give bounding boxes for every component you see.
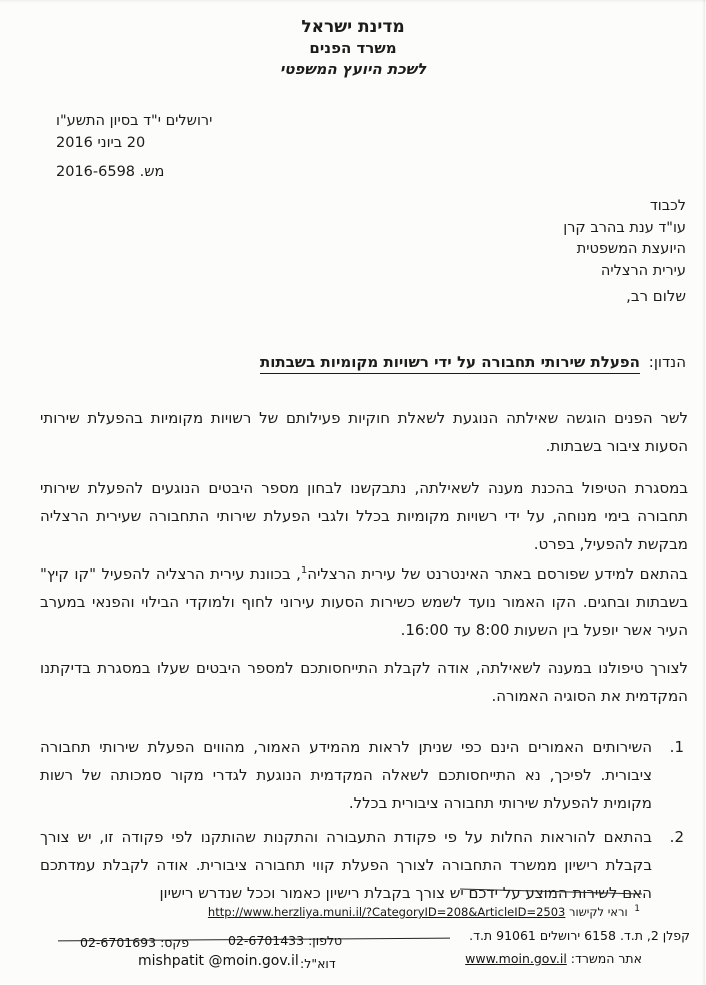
hebrew-date: ירושלים י"ד בסיון התשע"ו	[56, 113, 213, 129]
addressee-organization: עירית הרצליה	[600, 262, 686, 279]
addressee-name: עו"ד ענת בהרב קרן	[563, 219, 686, 236]
list-item-1-number: 1.	[669, 738, 684, 756]
paragraph-1: לשר הפנים הוגשה שאילתה הנוגעת לשאלת חוקיות פעילותם של רשויות מקומיות בהפעלת שירותי הסעות ציבור בשבתות.	[40, 409, 688, 455]
numbered-list	[40, 733, 688, 913]
paragraph-4: לצורך טיפולנו במענה לשאילתה, אודה לקבלת התייחסותכם למספר היבטים שעלו במסגרת בדיקתנו המקדמית את הסוגיה האמורה.	[40, 659, 688, 705]
footer-phone-number: 02-6701433	[228, 933, 305, 948]
paragraph-3-text-after-footnote: , בכוונת עירית הרצליה להפעיל "קו קיץ" בשבתות ובחגים. הקו האמור נועד לשמש כשירות הסעות עירוני לחוף ולמוקדי הבילוי והפנאי במערב העיר אשר יופעל בין השעות 8:00 עד 16:00.	[40, 565, 688, 639]
footer-website	[465, 951, 642, 966]
letterhead-ministry-name: משרד הפנים	[309, 39, 397, 57]
footnote-reference-marker: 1	[300, 565, 308, 576]
letterhead-state-name: מדינת ישראל	[301, 17, 405, 37]
civil-date: 20 ביוני 2016	[56, 135, 146, 151]
footer-fax-number: 02-6701693	[80, 935, 157, 950]
subject-title: הפעלת שירותי תחבורה על ידי רשויות מקומיות בשבתות	[260, 353, 640, 374]
footnote	[208, 904, 640, 919]
subject-label: הנדון:	[648, 353, 686, 371]
footer-phone-label: טלפון:	[308, 933, 343, 948]
footer-phone	[228, 933, 342, 948]
footer-website-url-link[interactable]: www.moin.gov.il	[465, 951, 567, 966]
letterhead	[0, 16, 706, 80]
addressee-salutation: לכבוד	[649, 198, 686, 214]
footer-fax	[80, 935, 189, 950]
footer-address: קפלן 2, ת.ד. 6158 ירושלים 91061 ת.ד.	[469, 928, 690, 943]
list-item-2	[40, 823, 688, 907]
paragraph-3-text-before-footnote: בהתאם למידע שפורסם באתר האינטרנט של עירית הרצליה	[307, 565, 688, 583]
footnote-number: 1	[634, 904, 640, 914]
list-item-1-text: השירותים האמורים הינם כפי שניתן לראות מהמידע האמור, מהווים הפעלת שירותי תחבורה ציבורית. לפיכך, נא התייחסותכם לשאלה המקדמית הנוגעת לגדרי מקור סמכותה של רשות מקומית להפעלת שירותי תחבורה ציבורית בכלל.	[40, 738, 652, 812]
footer-fax-label: פקס:	[160, 935, 190, 950]
letterhead-office-name: לשכת היועץ המשפטי	[279, 60, 427, 78]
greeting: שלום רב,	[626, 287, 686, 305]
footer-email-label: דוא"ל:	[300, 956, 336, 971]
addressee-block	[563, 196, 686, 282]
footnote-url-link[interactable]: http://www.herzliya.muni.il/?CategoryID=208&ArticleID=2503	[207, 904, 566, 919]
footer-website-label: אתר המשרד:	[570, 951, 642, 966]
footer-email-address-link[interactable]: mishpatit @moin.gov.il	[138, 953, 299, 969]
paragraph-3	[40, 560, 688, 644]
date-block	[56, 110, 212, 154]
addressee-title: היועצת המשפטית	[576, 241, 686, 257]
list-item-1	[40, 733, 688, 817]
reference-number: מש. 2016-6598	[56, 164, 165, 180]
paragraph-2: במסגרת הטיפול בהכנת מענה לשאילתה, נתבקשנו לבחון מספר היבטים הנוגעים להפעלת שירותי תחבורה בימי מנוחה, על ידי רשויות מקומיות בכלל ולגבי הפעלת שירותי התחבורה שעירית הרצליה מבקשת להפעיל, בפרט.	[40, 479, 688, 553]
subject-line	[260, 353, 686, 371]
list-item-2-number: 2.	[669, 828, 684, 846]
list-item-2-text: בהתאם להוראות החלות על פי פקודת התעבורה והתקנות שהותקנו לפי פקודה זו, יש צורך בקבלת רישיון ממשרד התחבורה לצורך הפעלת קווי תחבורה ציבורית. אודה לקבלת עמדתכם האם לשירות המוצע על ידכם יש צורך בקבלת רישיון כאמור וככל שנדרש רישיון	[40, 828, 652, 902]
footnote-label: וראי לקישור	[569, 904, 628, 919]
